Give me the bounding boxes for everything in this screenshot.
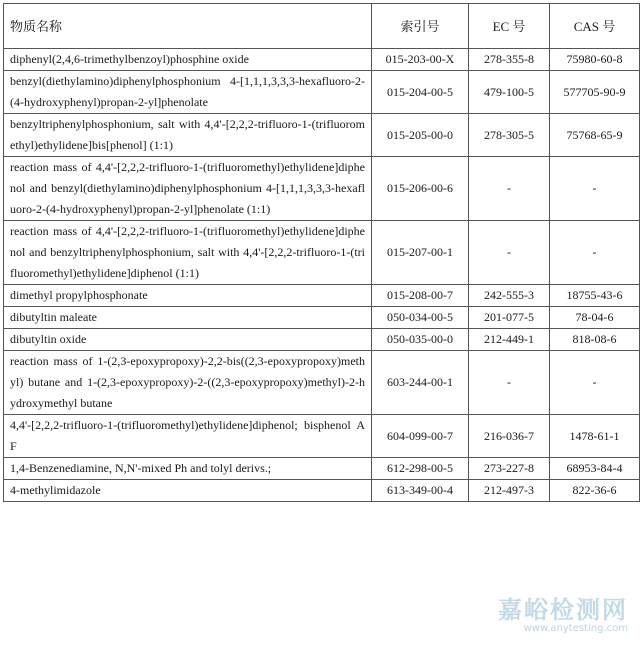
cell-substance-name: reaction mass of 4,4'-[2,2,2-trifluoro-1-(trifluoromethyl)ethylidene]diphenol and benzyl(diethylamino)diphenylphosphonium 4-[1,1,1,3,3,3-hexafluoro-2-(4-hydroxyphenyl)propan-2-yl]phenolate (1:1) (4, 157, 372, 221)
cell-cas-number: 818-08-6 (550, 329, 640, 351)
cell-index-number: 015-204-00-5 (372, 71, 469, 114)
table-row (4, 329, 640, 351)
table-row (4, 415, 640, 458)
cell-ec-number: - (469, 221, 550, 285)
cell-ec-number: 212-497-3 (469, 480, 550, 502)
cell-substance-name: 4,4'-[2,2,2-trifluoro-1-(trifluoromethyl)ethylidene]diphenol; bisphenol AF (4, 415, 372, 458)
cell-cas-number: 75980-60-8 (550, 49, 640, 71)
cell-index-number: 015-206-00-6 (372, 157, 469, 221)
cell-index-number: 050-034-00-5 (372, 307, 469, 329)
cell-cas-number: 68953-84-4 (550, 458, 640, 480)
cell-substance-name: benzyltriphenylphosphonium, salt with 4,4'-[2,2,2-trifluoro-1-(trifluoromethyl)ethylidene]bis[phenol] (1:1) (4, 114, 372, 157)
header-substance-name: 物质名称 (4, 4, 372, 49)
table-row (4, 307, 640, 329)
header-ec-number: EC 号 (469, 4, 550, 49)
cell-index-number: 613-349-00-4 (372, 480, 469, 502)
cell-substance-name: dibutyltin oxide (4, 329, 372, 351)
header-cas-number: CAS 号 (550, 4, 640, 49)
cell-ec-number: 479-100-5 (469, 71, 550, 114)
table-row (4, 221, 640, 285)
cell-substance-name: dibutyltin maleate (4, 307, 372, 329)
watermark-url: www.anytesting.com (523, 623, 628, 634)
cell-ec-number: - (469, 157, 550, 221)
cell-cas-number: 75768-65-9 (550, 114, 640, 157)
watermark-logo (498, 597, 628, 635)
cell-ec-number: 201-077-5 (469, 307, 550, 329)
cell-cas-number: 577705-90-9 (550, 71, 640, 114)
table-row (4, 49, 640, 71)
cell-index-number: 612-298-00-5 (372, 458, 469, 480)
table-row (4, 285, 640, 307)
cell-cas-number: 18755-43-6 (550, 285, 640, 307)
cell-cas-number: 78-04-6 (550, 307, 640, 329)
cell-cas-number: 1478-61-1 (550, 415, 640, 458)
table-row (4, 351, 640, 415)
table-row (4, 114, 640, 157)
cell-index-number: 015-205-00-0 (372, 114, 469, 157)
cell-substance-name: diphenyl(2,4,6-trimethylbenzoyl)phosphine oxide (4, 49, 372, 71)
cell-index-number: 015-207-00-1 (372, 221, 469, 285)
cell-substance-name: dimethyl propylphosphonate (4, 285, 372, 307)
cell-index-number: 015-208-00-7 (372, 285, 469, 307)
cell-index-number: 604-099-00-7 (372, 415, 469, 458)
substance-table (3, 3, 640, 502)
cell-cas-number: 822-36-6 (550, 480, 640, 502)
cell-ec-number: 242-555-3 (469, 285, 550, 307)
cell-ec-number: 216-036-7 (469, 415, 550, 458)
cell-cas-number: - (550, 157, 640, 221)
cell-cas-number: - (550, 351, 640, 415)
table-row (4, 157, 640, 221)
cell-cas-number: - (550, 221, 640, 285)
cell-index-number: 603-244-00-1 (372, 351, 469, 415)
cell-substance-name: 1,4-Benzenediamine, N,N'-mixed Ph and tolyl derivs.; (4, 458, 372, 480)
cell-substance-name: reaction mass of 1-(2,3-epoxypropoxy)-2,2-bis((2,3-epoxypropoxy)methyl) butane and 1-(2,3-epoxypropoxy)-2-((2,3-epoxypropoxy)methyl)-2-hydroxymethyl butane (4, 351, 372, 415)
cell-ec-number: 212-449-1 (469, 329, 550, 351)
table-row (4, 71, 640, 114)
cell-ec-number: 278-355-8 (469, 49, 550, 71)
cell-ec-number: 273-227-8 (469, 458, 550, 480)
table-header-row (4, 4, 640, 49)
header-index-number: 索引号 (372, 4, 469, 49)
cell-substance-name: reaction mass of 4,4'-[2,2,2-trifluoro-1-(trifluoromethyl)ethylidene]diphenol and benzyltriphenylphosphonium, salt with 4,4'-[2,2,2-trifluoro-1-(trifluoromethyl)ethylidene]diphenol (1:1) (4, 221, 372, 285)
cell-substance-name: benzyl(diethylamino)diphenylphosphonium 4-[1,1,1,3,3,3-hexafluoro-2-(4-hydroxyphenyl)propan-2-yl]phenolate (4, 71, 372, 114)
cell-substance-name: 4-methylimidazole (4, 480, 372, 502)
cell-ec-number: - (469, 351, 550, 415)
cell-index-number: 015-203-00-X (372, 49, 469, 71)
table-row (4, 480, 640, 502)
cell-index-number: 050-035-00-0 (372, 329, 469, 351)
cell-ec-number: 278-305-5 (469, 114, 550, 157)
watermark-title: 嘉峪检测网 (498, 596, 628, 624)
table-row (4, 458, 640, 480)
